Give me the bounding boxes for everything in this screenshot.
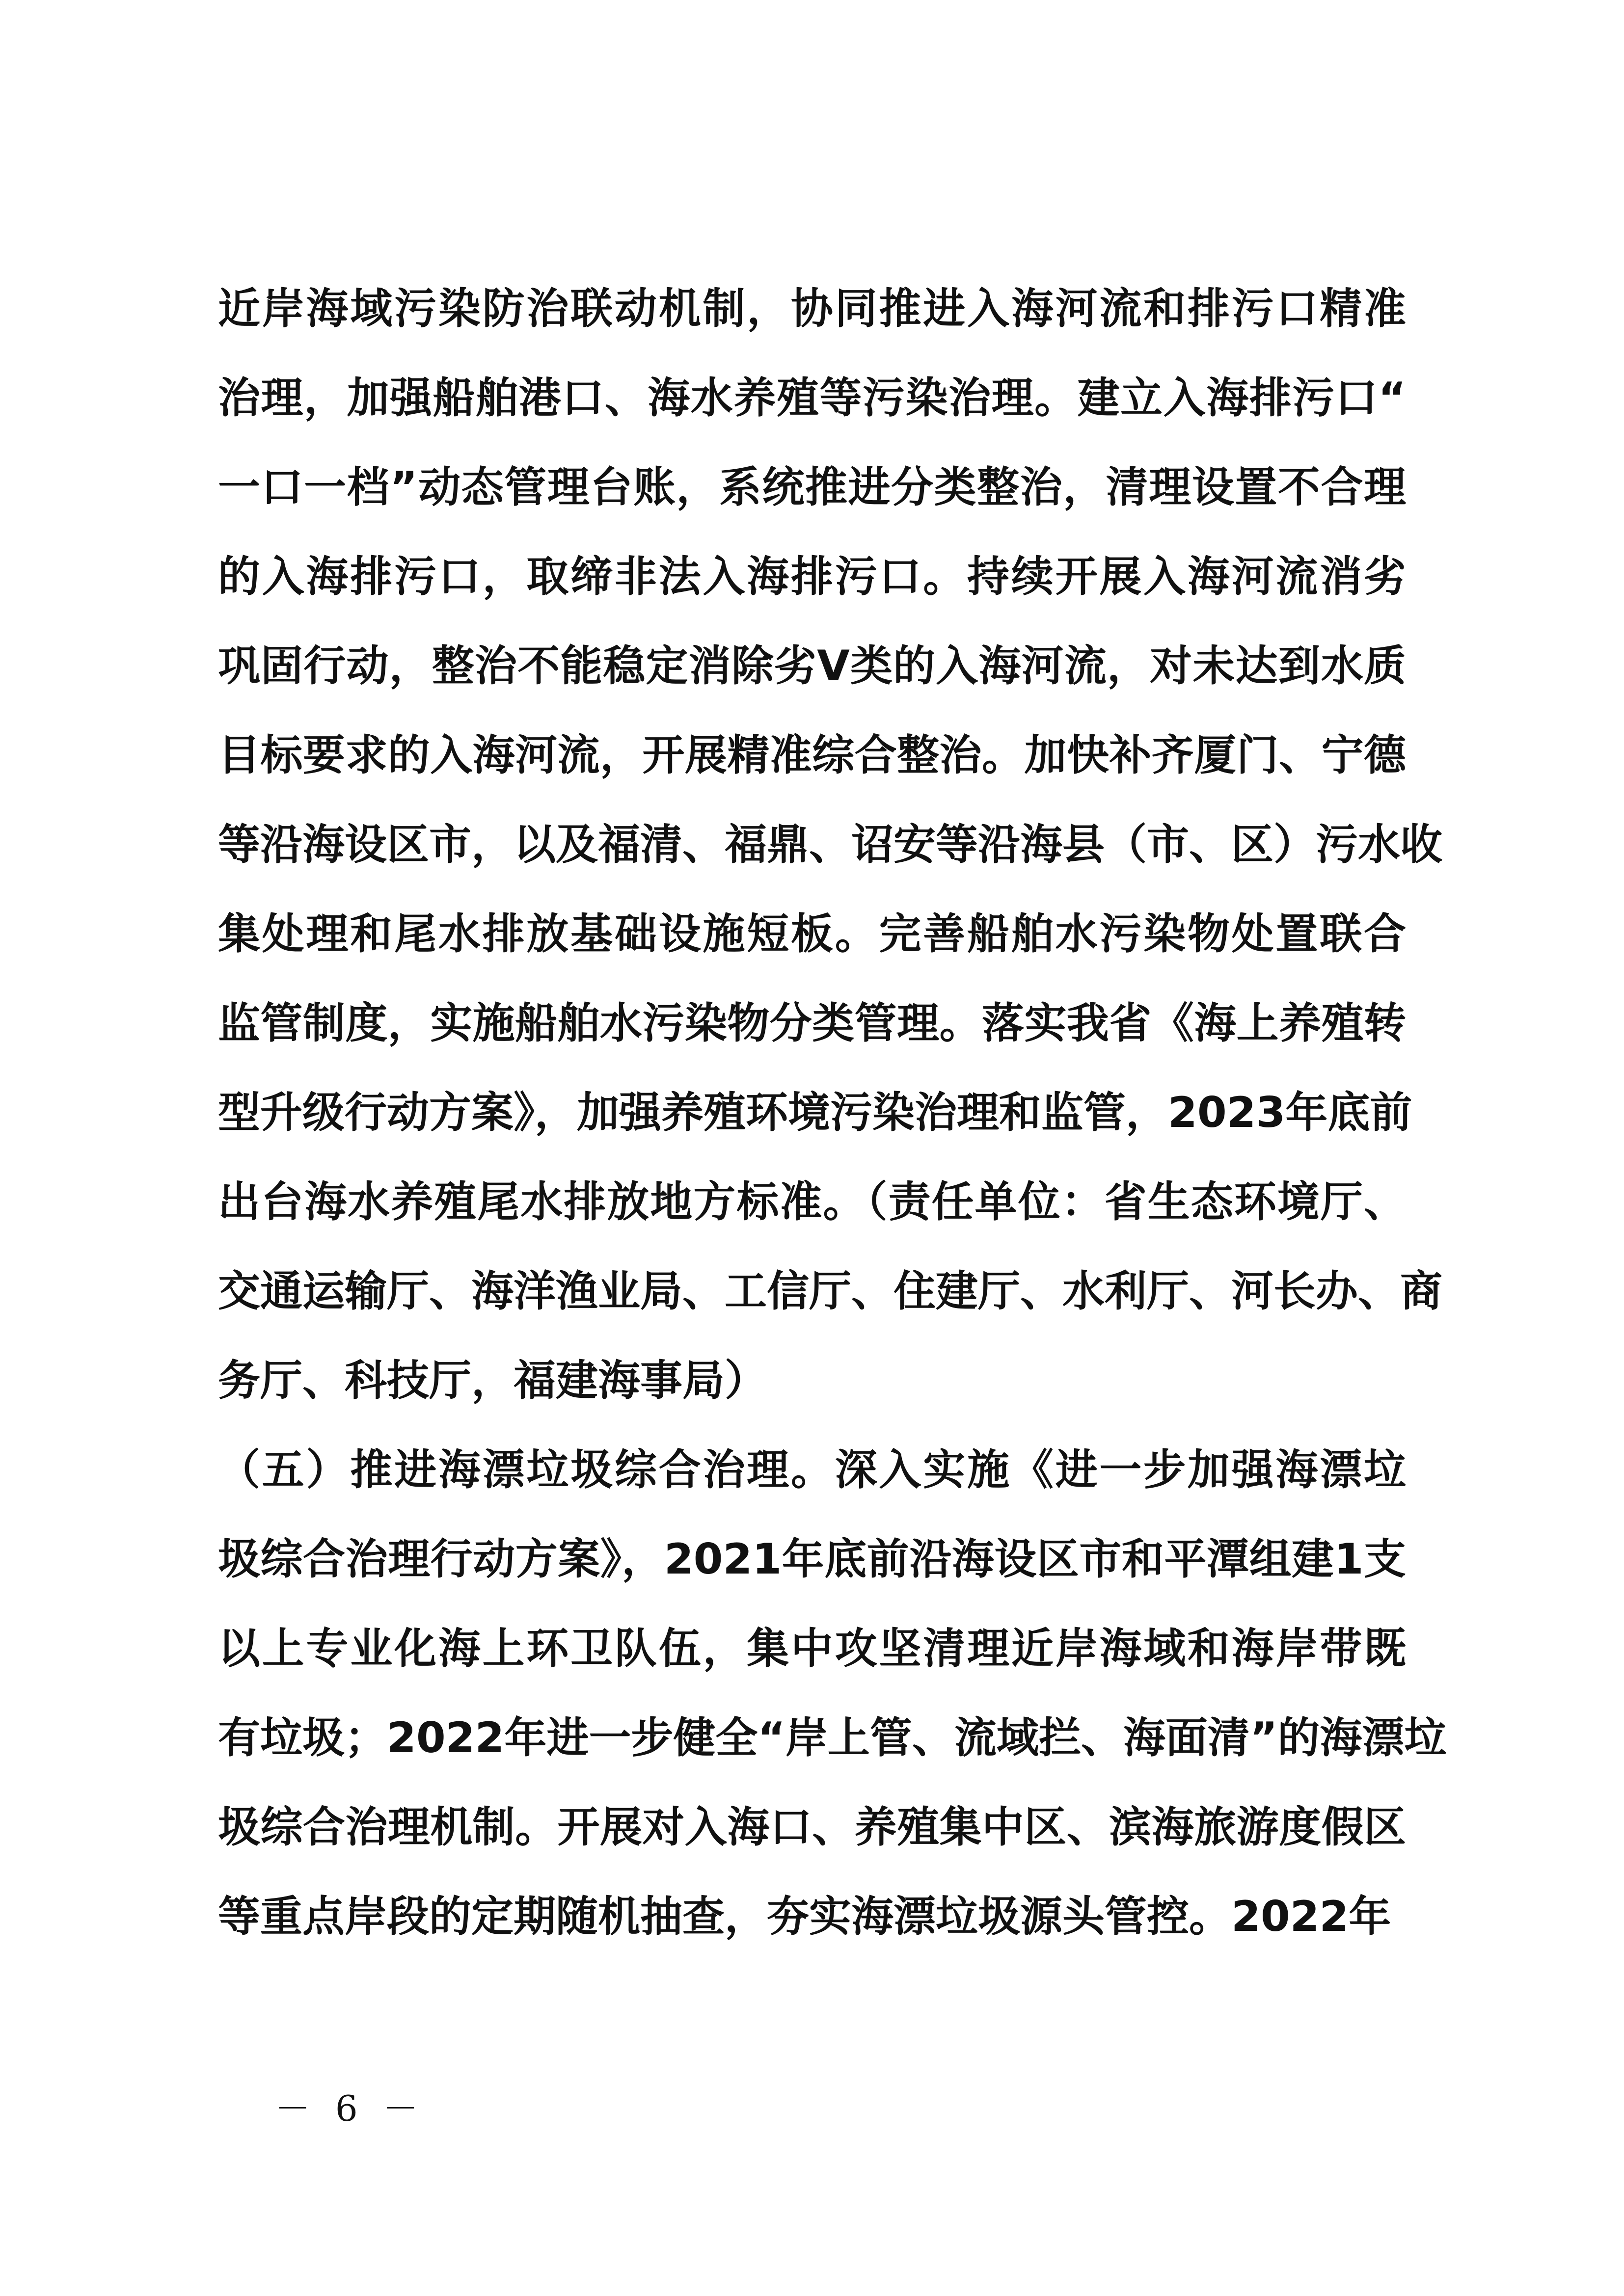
text-line: 型升级行动方案》，加强养殖环境污染治理和监管，2023年底前	[218, 1088, 1412, 1137]
text-line: 等沿海设区市，以及福清、福鼎、诏安等沿海县（市、区）污水收	[218, 820, 1442, 869]
text-line: 务厅、科技厅，福建海事局）	[218, 1356, 767, 1405]
text-line: 的入海排污口，取缔非法入海排污口。持续开展入海河流消劣	[218, 552, 1406, 601]
text-line: 以上专业化海上环卫队伍，集中攻坚清理近岸海域和海岸带既	[218, 1624, 1406, 1673]
page-number: － 6 －	[275, 2088, 425, 2129]
text-line: 集处理和尾水排放基础设施短板。完善船舶水污染物处置联合	[218, 909, 1406, 959]
text-line: 圾综合治理机制。开展对入海口、养殖集中区、滨海旅游度假区	[218, 1803, 1406, 1852]
text-line: 巩固行动，整治不能稳定消除劣V类的入海河流，对未达到水质	[218, 641, 1406, 691]
text-line: 出台海水养殖尾水排放地方标准。（责任单位：省生态环境厅、	[218, 1177, 1406, 1227]
text-line: 一口一档”动态管理台账，系统推进分类整治，清理设置不合理	[218, 463, 1406, 512]
text-line: 圾综合治理行动方案》，2021年底前沿海设区市和平潭组建1支	[218, 1535, 1406, 1584]
section-heading-line: （五）推进海漂垃圾综合治理。深入实施《进一步加强海漂垃	[218, 1445, 1406, 1495]
text-line: 等重点岸段的定期随机抽查，夯实海漂垃圾源头管控。2022年	[218, 1892, 1391, 1941]
text-line: 交通运输厅、海洋渔业局、工信厅、住建厅、水利厅、河长办、商	[218, 1267, 1442, 1316]
text-line: 治理，加强船舶港口、海水养殖等污染治理。建立入海排污口“	[218, 374, 1406, 423]
body-text	[218, 264, 1447, 1961]
text-line: 目标要求的入海河流，开展精准综合整治。加快补齐厦门、宁德	[218, 731, 1406, 780]
text-line: 近岸海域污染防治联动机制，协同推进入海河流和排污口精准	[218, 284, 1406, 333]
text-line: 有垃圾；2022年进一步健全“岸上管、流域拦、海面清”的海漂垃	[218, 1713, 1447, 1762]
text-line: 监管制度，实施船舶水污染物分类管理。落实我省《海上养殖转	[218, 999, 1406, 1048]
